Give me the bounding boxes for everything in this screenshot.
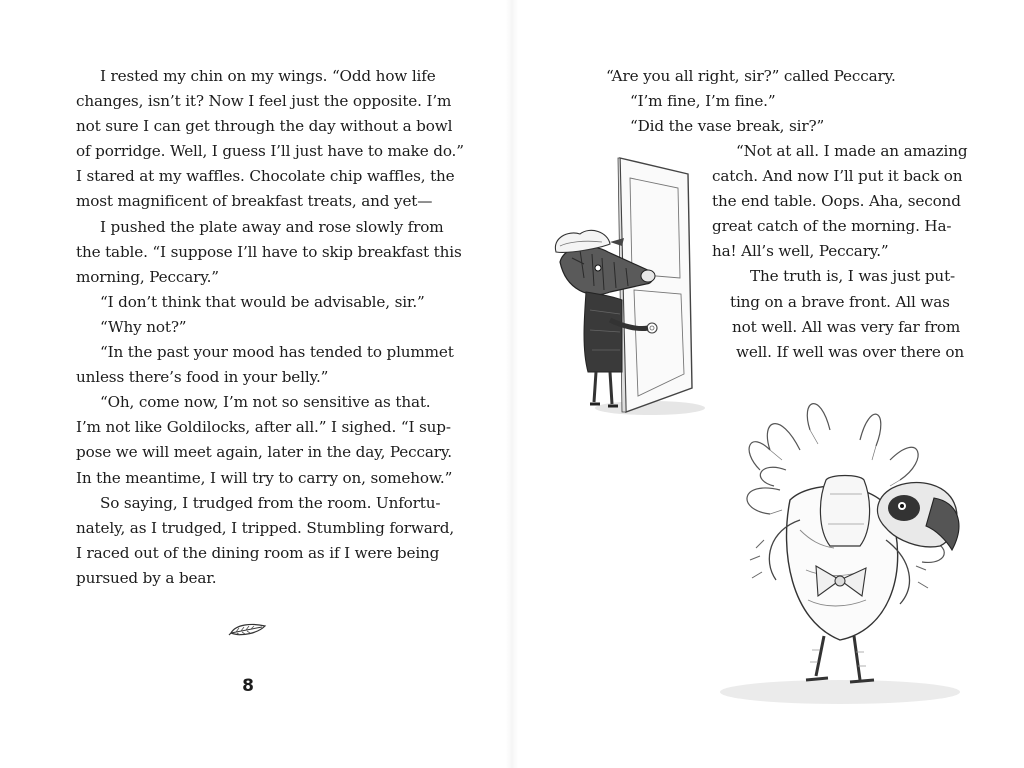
text-line: I rested my chin on my wings. “Odd how life xyxy=(100,67,436,85)
text-line: the table. “I suppose I’ll have to skip breakfast this xyxy=(76,242,462,261)
text-line: I stared at my waffles. Chocolate chip waffles, the xyxy=(76,167,455,186)
text-line: “In the past your mood has tended to plummet xyxy=(100,343,454,362)
text-line: The truth is, I was just put- xyxy=(750,267,955,286)
text-line: In the meantime, I will try to carry on, somehow.” xyxy=(76,468,453,487)
parrot-juggling-vase-illustration xyxy=(690,390,980,710)
text-line: not sure I can get through the day without a bowl xyxy=(76,117,453,136)
text-line: “Are you all right, sir?” called Peccary. xyxy=(606,67,896,85)
text-line: “Why not?” xyxy=(100,317,187,336)
text-line: great catch of the morning. Ha- xyxy=(712,217,952,236)
peccary-at-door-illustration xyxy=(550,150,710,420)
text-line: pose we will meet again, later in the day, Peccary. xyxy=(76,443,452,462)
text-line: ting on a brave front. All was xyxy=(730,292,950,311)
text-line: the end table. Oops. Aha, second xyxy=(712,192,961,211)
text-line: unless there’s food in your belly.” xyxy=(76,368,329,387)
text-line: “Oh, come now, I’m not so sensitive as that. xyxy=(100,393,431,412)
feather-ornament-icon xyxy=(228,620,268,640)
text-line: So saying, I trudged from the room. Unfortu- xyxy=(100,493,441,512)
text-line: “Did the vase break, sir?” xyxy=(630,117,825,136)
left-page-text xyxy=(76,64,464,591)
book-gutter xyxy=(506,0,518,768)
text-line: ha! All’s well, Peccary.” xyxy=(712,242,889,261)
text-line: morning, Peccary.” xyxy=(76,267,219,286)
text-line: I’m not like Goldilocks, after all.” I sighed. “I sup- xyxy=(76,418,451,437)
right-page-top-text xyxy=(606,64,948,139)
text-line: “Not at all. I made an amazing xyxy=(736,142,968,160)
text-line: nately, as I trudged, I tripped. Stumbling forward, xyxy=(76,518,455,537)
text-line: I pushed the plate away and rose slowly from xyxy=(100,217,444,236)
text-line: I raced out of the dining room as if I were being xyxy=(76,543,440,562)
text-line: well. If well was over there on xyxy=(736,342,965,361)
text-line: not well. All was very far from xyxy=(732,317,961,336)
page-number: 8 xyxy=(242,676,254,696)
right-page-wrapped-text xyxy=(712,139,968,365)
text-line: of porridge. Well, I guess I’ll just have to make do.” xyxy=(76,142,464,161)
text-line: catch. And now I’ll put it back on xyxy=(712,167,963,186)
text-line: “I’m fine, I’m fine.” xyxy=(630,92,776,111)
text-line: changes, isn’t it? Now I feel just the opposite. I’m xyxy=(76,92,452,111)
text-line: most magnificent of breakfast treats, and yet— xyxy=(76,192,433,211)
text-line: pursued by a bear. xyxy=(76,568,217,587)
text-line: “I don’t think that would be advisable, sir.” xyxy=(100,292,425,311)
